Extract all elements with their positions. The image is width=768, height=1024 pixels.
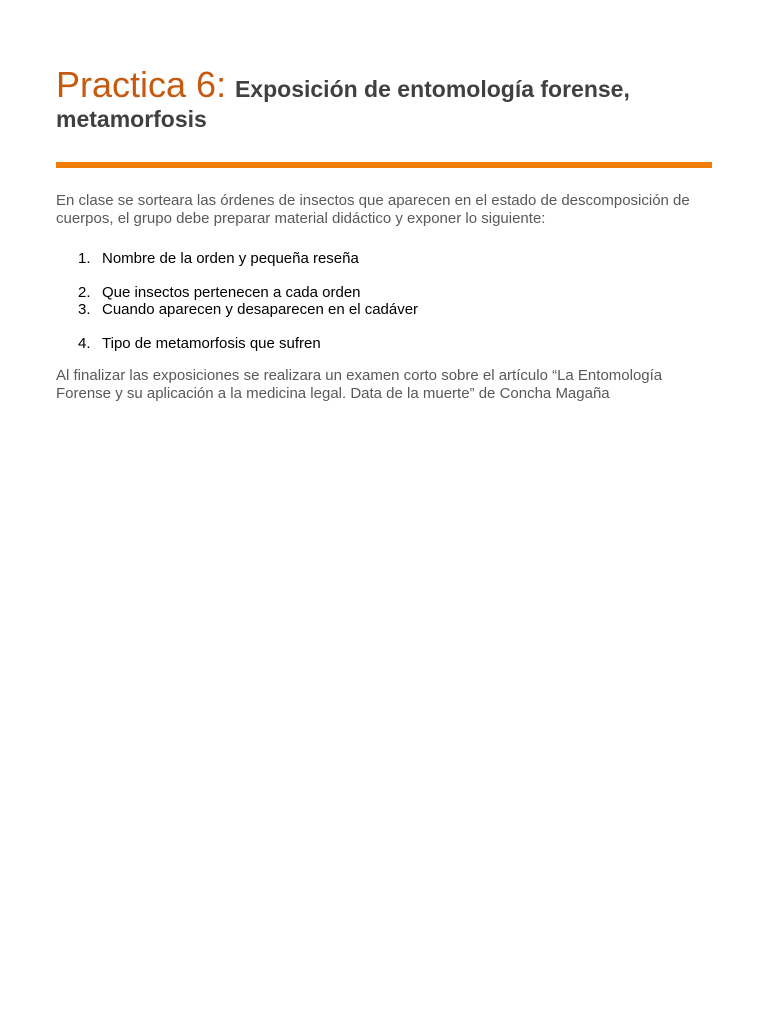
document-page	[56, 62, 712, 402]
title-subtitle-continued: metamorfosis	[56, 106, 207, 132]
title-main: Practica 6:	[56, 64, 227, 105]
title-divider	[56, 162, 712, 168]
title-line-1	[56, 62, 712, 108]
list-item-number: 4.	[78, 335, 91, 352]
list-item	[56, 284, 712, 301]
list-item-text: Tipo de metamorfosis que sufren	[102, 335, 321, 352]
list-item-text: Cuando aparecen y desaparecen en el cadáver	[102, 301, 419, 318]
closing-paragraph: Al finalizar las exposiciones se realizara un examen corto sobre el artículo “La Entomología Forense y su aplicación a la medicina legal. Data de la muerte” de Concha Magaña	[56, 367, 663, 402]
list-item	[56, 301, 712, 318]
requirements-list	[56, 250, 712, 352]
list-item-number: 3.	[78, 301, 91, 318]
list-item-text: Nombre de la orden y pequeña reseña	[102, 250, 359, 267]
list-item-number: 1.	[78, 250, 91, 267]
list-item	[56, 250, 712, 267]
list-item	[56, 335, 712, 352]
intro-paragraph: En clase se sorteara las órdenes de insectos que aparecen en el estado de descomposición de cuerpos, el grupo debe preparar material didáctico y exponer lo siguiente:	[56, 192, 690, 227]
title-subtitle: Exposición de entomología forense,	[234, 76, 630, 102]
list-item-number: 2.	[78, 284, 91, 301]
page-title	[56, 62, 712, 132]
list-item-text: Que insectos pertenecen a cada orden	[102, 284, 361, 301]
